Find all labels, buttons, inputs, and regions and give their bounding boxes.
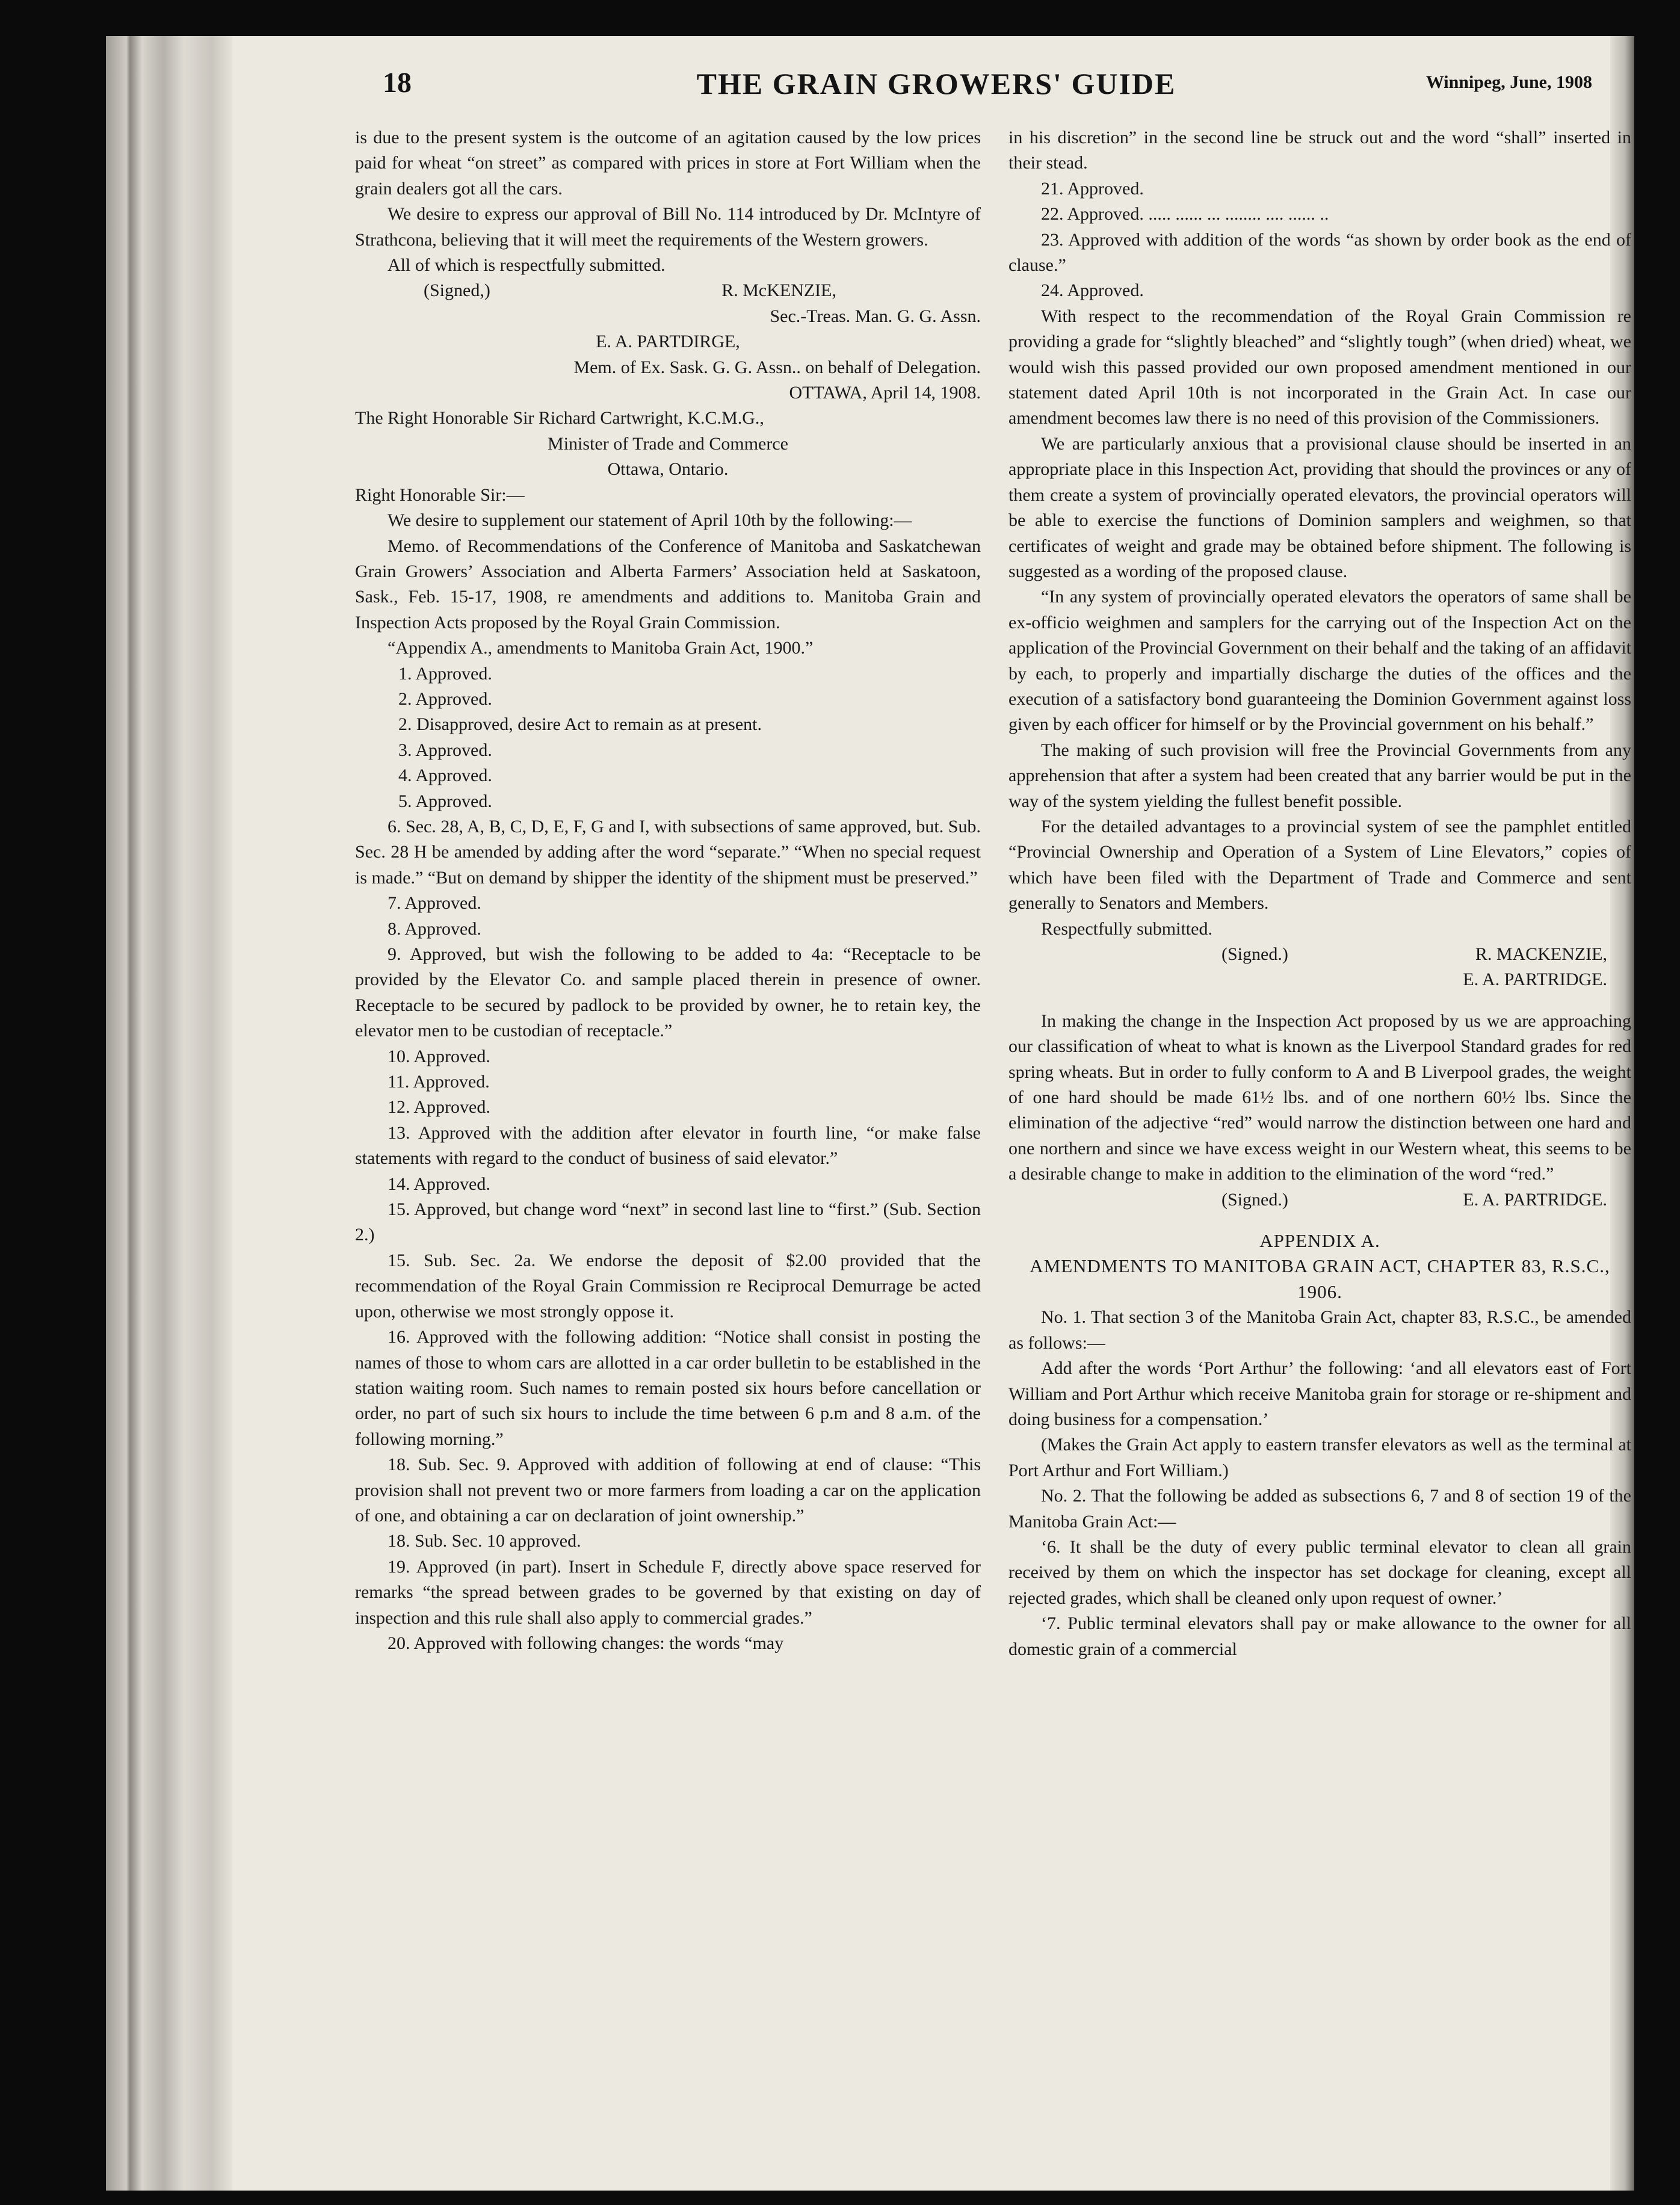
paragraph: 13. Approved with the addition after elevator in fourth line, “or make false statements with regard to the conduct of business of said elevator.” [355, 1122, 981, 1169]
signature-line [355, 278, 981, 303]
paragraph: The making of such provision will free the Provincial Governments from any apprehension that after a system had been created that any barrier would be put in the way of the system yielding the fullest benefit possible. [1008, 740, 1631, 811]
paragraph: The Right Honorable Sir Richard Cartwright, K.C.M.G., [355, 408, 764, 428]
centered-line: E. A. PARTDIRGE, [596, 332, 740, 352]
signature-name: R. McKENZIE, [721, 280, 836, 301]
paragraph: 9. Approved, but wish the following to be added to 4a: “Receptacle to be provided by the Elevator Co. and sample placed therein in presence of owner. Receptacle to be secured by padlock to be provided by owner, he to retain key, the elevator men to be custodian of receptacle.” [355, 944, 981, 1041]
dateline: Winnipeg, June, 1908 [1425, 72, 1592, 92]
list-item: 2. Approved. [398, 688, 492, 709]
signature-name: E. A. PARTRIDGE. [1463, 970, 1607, 990]
paragraph: (Makes the Grain Act apply to eastern transfer elevators as well as the terminal at Port Arthur and Fort William.) [1008, 1435, 1631, 1480]
paragraph: 19. Approved (in part). Insert in Schedule F, directly above space reserved for remarks “the spread between grades to be governed by that existing on day of inspection and this rule shall also apply to commercial grades.” [355, 1556, 981, 1628]
paragraph: 14. Approved. [388, 1174, 490, 1194]
list-item: 5. Approved. [398, 791, 492, 811]
paragraph: We desire to express our approval of Bill No. 114 introduced by Dr. McIntyre of Strathcona, believing that it will meet the requirements of the Western growers. [355, 204, 981, 250]
paragraph: 18. Sub. Sec. 10 approved. [388, 1531, 581, 1551]
signature-label: (Signed.) [1221, 944, 1288, 964]
centered-line: Minister of Trade and Commerce [548, 433, 788, 454]
paragraph: Add after the words ‘Port Arthur’ the following: ‘and all elevators east of Fort William and Port Arthur which receive Manitoba grain for storage or re-shipment and doing business for a compensation.’ [1008, 1358, 1631, 1429]
paragraph: In making the change in the Inspection Act proposed by us we are approaching our classification of wheat to what is known as the Liverpool Standard grades for red spring wheats. But in order to fully conform to A and B Liverpool grades, the weight of one hard should be made 61½ lbs. and of one northern 60½ lbs. Since the elimination of the adjective “red” would narrow the distinction between one hard and one northern and since we have excess weight in our Western wheat, this seems to be a desirable change to make in addition to the elimination of the word “red.” [1008, 1010, 1631, 1184]
paragraph: 16. Approved with the following addition: “Notice shall consist in posting the names of those to whom cars are allotted in a car order bulletin to be established in the station waiting room. Such names to remain posted six hours before cancellation or order, no part of such six hours to include the time between 6 p.m and 8 a.m. of the following morning.” [355, 1327, 981, 1449]
paragraph: 22. Approved. ..... ...... ... ........ .... ...... .. [1041, 204, 1329, 224]
list-item: 1. Approved. [398, 663, 492, 684]
list-item: 4. Approved. [398, 765, 492, 786]
paragraph: Respectfully submitted. [1041, 918, 1212, 939]
paragraph: 18. Sub. Sec. 9. Approved with addition of following at end of clause: “This provision shall not prevent two or more farmers from loading a car on the application of one, and obtaining a car on declaration of joint ownership.” [355, 1455, 981, 1526]
paragraph: 7. Approved. [388, 893, 481, 914]
section-heading: APPENDIX A. [1259, 1230, 1380, 1252]
signature-line [1008, 942, 1631, 967]
right-column [1008, 125, 1631, 1662]
paragraph: is due to the present system is the outcome of an agitation caused by the low prices paid for wheat “on street” as compared with prices in store at Fort William when the grain dealers got all the cars. [355, 128, 981, 199]
paragraph: 8. Approved. [388, 918, 481, 939]
paragraph: ‘7. Public terminal elevators shall pay or make allowance to the owner for all domestic grain of a commercial [1008, 1613, 1631, 1659]
page-binding [106, 36, 232, 2191]
paragraph: in his discretion” in the second line be struck out and the word “shall” inserted in their stead. [1008, 128, 1631, 173]
right-aligned-line: Mem. of Ex. Sask. G. G. Assn.. on behalf of Delegation. [573, 357, 981, 377]
paragraph: Memo. of Recommendations of the Conference of Manitoba and Saskatchewan Grain Growers’ Association and Alberta Farmers’ Association held at Saskatoon, Sask., Feb. 15-17, 1908, re amendments and additions to. Manitoba Grain and Inspection Acts proposed by the Royal Grain Commission. [355, 536, 981, 632]
paragraph: 20. Approved with following changes: the words “may [388, 1633, 784, 1653]
paragraph: 12. Approved. [388, 1097, 490, 1118]
paragraph: Right Honorable Sir:— [355, 484, 525, 505]
signature-label: (Signed,) [424, 280, 490, 301]
paragraph: No. 1. That section 3 of the Manitoba Grain Act, chapter 83, R.S.C., be amended as follows:— [1008, 1307, 1631, 1353]
signature-label: (Signed.) [1221, 1189, 1288, 1210]
left-column [355, 125, 981, 1656]
paragraph: 10. Approved. [388, 1046, 490, 1066]
paragraph: 24. Approved. [1041, 280, 1144, 301]
right-aligned-line: Sec.-Treas. Man. G. G. Assn. [770, 306, 981, 326]
paragraph: 15. Approved, but change word “next” in second last line to “first.” (Sub. Section 2.) [355, 1199, 981, 1245]
paragraph: ‘6. It shall be the duty of every public terminal elevator to clean all grain received by them on which the inspector has set dockage for cleaning, except all rejected grades, which shall be cleaned only upon request of owner.’ [1008, 1536, 1631, 1608]
paragraph: “In any system of provincially operated elevators the operators of same shall be ex-officio weighmen and samplers for the carrying out of the Inspection Act on the application of the Provincial Government on their behalf and the taking of an affidavit by each, to properly and impartially discharge the duties of the offices and the execution of a satisfactory bond guaranteeing the Dominion Government against loss given by each officer for himself or by the Provincial government on his behalf.” [1008, 587, 1631, 735]
paragraph: For the detailed advantages to a provincial system of see the pamphlet entitled “Provincial Ownership and Operation of a System of Line Elevators,” copies of which have been filed with the Department of Trade and Commerce and sent generally to Senators and Members. [1008, 816, 1631, 914]
signature-name: E. A. PARTRIDGE. [1463, 1189, 1607, 1210]
list-item: 2. Disapproved, desire Act to remain as at present. [398, 714, 762, 735]
paragraph: We desire to supplement our statement of April 10th by the following:— [388, 510, 912, 531]
right-aligned-line: OTTAWA, April 14, 1908. [789, 383, 981, 403]
page-header [280, 66, 1592, 126]
signature-line [1008, 1187, 1631, 1213]
list-item: 3. Approved. [398, 740, 492, 760]
paragraph: All of which is respectfully submitted. [388, 255, 666, 276]
signature-name: R. MACKENZIE, [1475, 944, 1607, 964]
paragraph: 11. Approved. [388, 1072, 490, 1092]
paragraph: 15. Sub. Sec. 2a. We endorse the deposit of $2.00 provided that the recommendation of the Royal Grain Commission re Reciprocal Demurrage be acted upon, otherwise we most strongly oppose it. [355, 1250, 981, 1322]
paragraph: No. 2. That the following be added as subsections 6, 7 and 8 of section 19 of the Manitoba Grain Act:— [1008, 1486, 1631, 1532]
paragraph: We are particularly anxious that a provisional clause should be inserted in an appropriate place in this Inspection Act, providing that should the provinces or any of them create a system of provincially operated elevators, the provincial operators will be able to exercise the functions of Dominion samplers and weighmen, so that certificates of weight and grade may be obtained before shipment. The following is suggested as a wording of the proposed clause. [1008, 433, 1631, 581]
paragraph: 21. Approved. [1041, 178, 1144, 199]
paragraph: 23. Approved with addition of the words “as shown by order book as the end of clause.” [1008, 229, 1631, 276]
newspaper-page [106, 36, 1634, 2191]
masthead-title: THE GRAIN GROWERS' GUIDE [696, 67, 1176, 101]
paragraph: 6. Sec. 28, A, B, C, D, E, F, G and I, with subsections of same approved, but. Sub. Sec. 28 H be amended by adding after the word “separate.” “When no special request is made.” “But on demand by shipper the identity of the shipment must be preserved.” [355, 816, 981, 888]
centered-line: Ottawa, Ontario. [607, 459, 729, 480]
page-number: 18 [383, 67, 412, 99]
paragraph: With respect to the recommendation of the Royal Grain Commission re providing a grade for “slightly bleached” and “slightly tough” (when dried) wheat, we would wish this passed provided our own proposed amendment mentioned in our statement dated April 10th is not incorporated in the Grain Act. In case our amendment becomes law there is no need of this provision of the Commissioners. [1008, 306, 1631, 428]
section-heading: AMENDMENTS TO MANITOBA GRAIN ACT, CHAPTER 83, R.S.C., 1906. [1030, 1255, 1610, 1302]
paragraph: “Appendix A., amendments to Manitoba Grain Act, 1900.” [388, 638, 814, 658]
